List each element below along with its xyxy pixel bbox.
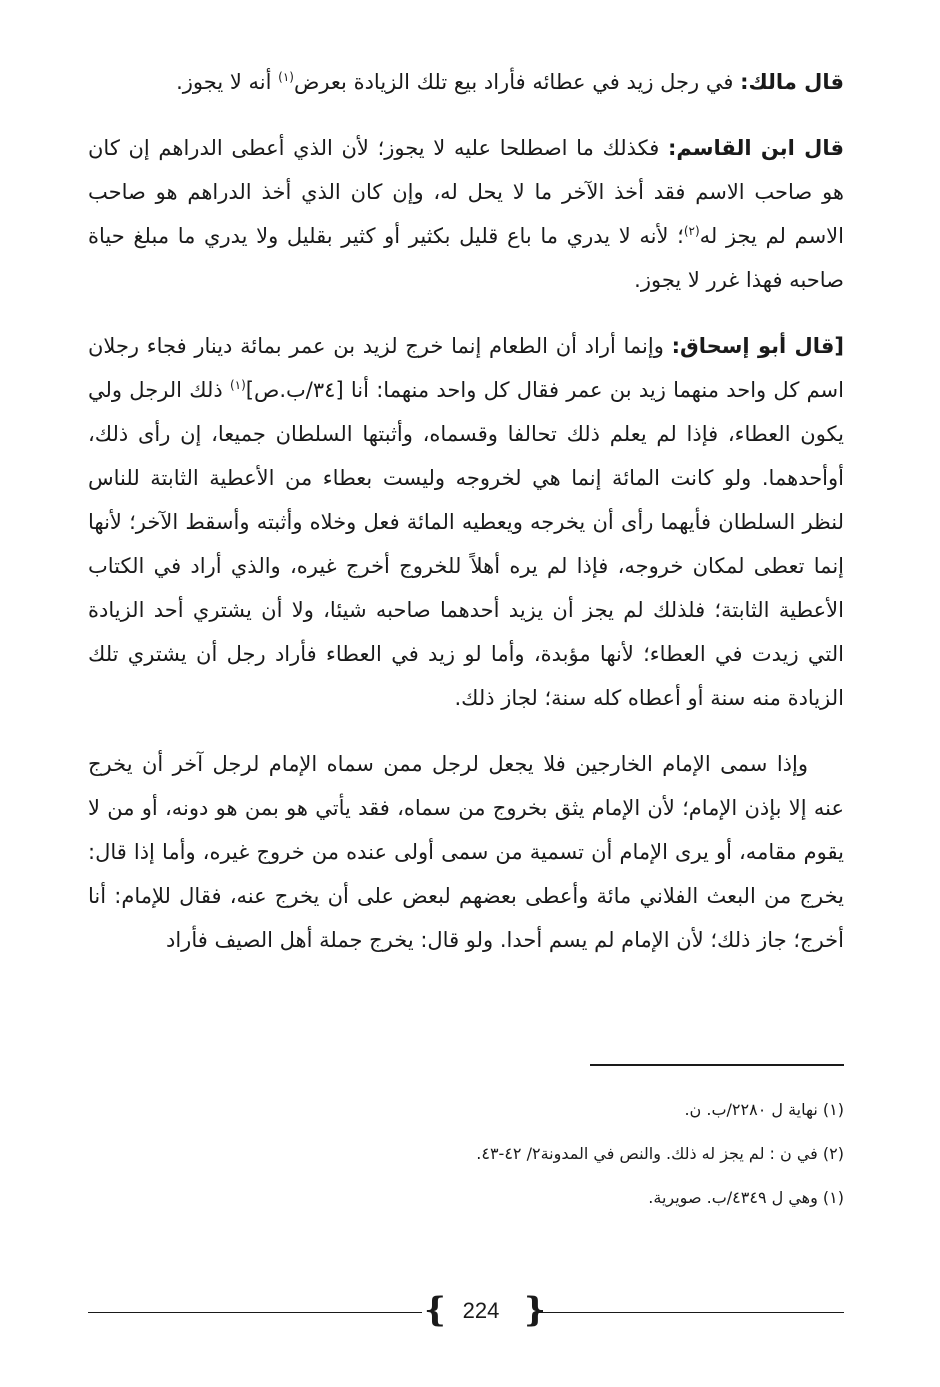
- paragraph-malik: [88, 60, 844, 104]
- paragraph-text-rest: ذلك الرجل ولي يكون العطاء، فإذا لم يعلم ذلك تحالفا وقسماه، وأثبتها السلطان جميعا، إن رأى ذلك، أوأحدهما. ولو كانت المائة إنما هي لخروجه وليست بعطاء من الأعطية الثابتة للناس لنظر السلطان فأيهما رأى أن يخرجه ويعطيه المائة فعل وخلاه وأثبته وأسقط الآخر؛ لأنها إنما تعطى لمكان خروجه، فإذا لم يره أهلاً للخروج أخرج غيره، والذي أراد في الكتاب الأعطية الثابتة؛ فلذلك لم يجز أن يزيد أحدهما صاحبه شيئا، ولا أن يشتري أحد الزيادة التي زيدت في العطاء؛ لأنها مؤبدة، وأما لو زيد في العطاء فأراد رجل أن يشتري تلك الزيادة منه سنة أو أعطاه كله سنة؛ لجاز ذلك.: [88, 378, 844, 710]
- page-body: [88, 60, 844, 984]
- footnote-item: (١) نهاية ل ٢٢٨٠/ب. ن.: [684, 1100, 844, 1119]
- left-brace-ornament: {: [424, 1290, 446, 1330]
- paragraph-text: وإذا سمى الإمام الخارجين فلا يجعل لرجل ممن سماه الإمام لرجل آخر أن يخرج عنه إلا بإذن الإمام؛ لأن الإمام يثق بخروج من سماه، فقد يأتي هو بمن هو دونه، أو من لا يقوم مقامه، أو يرى الإمام أن تسمية من سمى أولى عنده من خروج غيره، وأما إذا قال: يخرج من البعث الفلاني مائة وأعطى بعضهم لبعض على أن يخرج عنه، فقال للإمام: أنا أخرج؛ جاز ذلك؛ لأن الإمام لم يسم أحدا. ولو قال: يخرج جملة أهل الصيف فأراد: [88, 752, 844, 952]
- footer-rule-right: [538, 1312, 844, 1313]
- footnote-ref: (١): [229, 378, 246, 392]
- footnote-ref: (١): [278, 70, 294, 84]
- paragraph-abu-ishaq: [88, 324, 844, 720]
- paragraph-imam: [88, 742, 844, 962]
- page-number: 224: [462, 1298, 500, 1323]
- paragraph-ibn-qasim: [88, 126, 844, 302]
- paragraph-text: فكذلك ما اصطلحا عليه لا يجوز؛ لأن الذي أعطى الدراهم إن كان هو صاحب الاسم فقد أخذ الآخر ما لا يحل له، وإن كان الذي أخذ الدراهم هو صاحب الاسم لم يجز له: [88, 136, 844, 248]
- paragraph-text: وإنما أراد أن الطعام إنما خرج لزيد بن عمر بمائة دينار فجاء رجلان اسم كل واحد منهما زيد بن عمر فقال كل واحد منهما: أنا [٣٤/ب.ص]: [88, 334, 844, 402]
- footnote-ref: (٢): [683, 224, 700, 238]
- right-brace-ornament: }: [524, 1290, 546, 1330]
- page-footer: [88, 1290, 844, 1334]
- footnotes: [88, 1090, 844, 1222]
- paragraph-text-rest: ؛ لأنه لا يدري ما باع قليل بكثير أو كثير بقليل ولا يدري ما مبلغ حياة صاحبه فهذا غرر لا يجوز.: [88, 224, 844, 292]
- paragraph-lead: [قال أبو إسحاق:: [671, 334, 844, 358]
- paragraph-lead: قال ابن القاسم:: [667, 136, 845, 160]
- footnote-item: (١) وهي ل ٤٣٤٩/ب. صويرية.: [648, 1188, 844, 1207]
- footnote-divider: [590, 1064, 844, 1066]
- paragraph-text: في رجل زيد في عطائه فأراد بيع تلك الزيادة بعرض: [293, 70, 734, 94]
- footer-rule-left: [88, 1312, 422, 1313]
- paragraph-text-rest: أنه لا يجوز.: [176, 70, 279, 94]
- footnote-item: (٢) في ن : لم يجز له ذلك. والنص في المدونة٢/ ٤٢-٤٣.: [476, 1144, 844, 1163]
- paragraph-lead: قال مالك:: [740, 70, 844, 94]
